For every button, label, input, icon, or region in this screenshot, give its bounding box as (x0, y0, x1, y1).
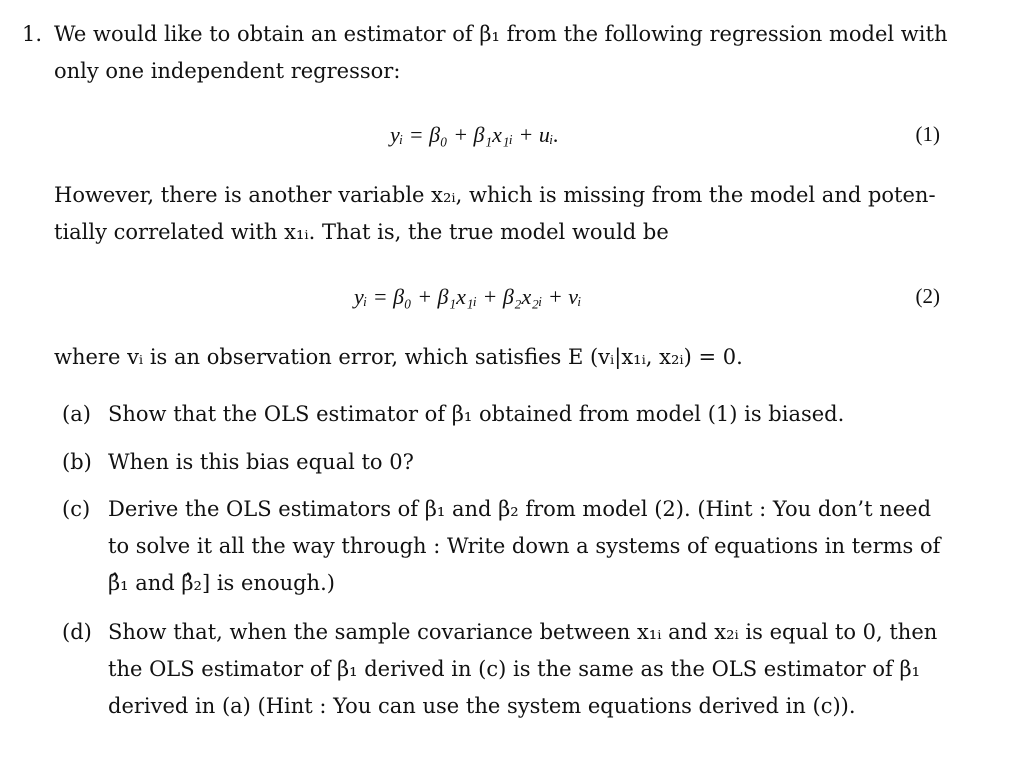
where-line: where vᵢ is an observation error, which satisfies E (vᵢ|x₁ᵢ, x₂ᵢ) = 0. (54, 345, 743, 369)
part-b-line-1: When is this bias equal to 0? (108, 450, 414, 474)
problem-number: 1. (22, 22, 43, 46)
however-line-1: However, there is another variable x₂ᵢ, which is missing from the model and poten- (54, 183, 936, 207)
part-d-line-2: the OLS estimator of β₁ derived in (c) is the same as the OLS estimator of β₁ (108, 657, 921, 681)
part-d-line-3: derived in (a) (Hint : You can use the system equations derived in (c)). (108, 694, 856, 718)
part-a-label: (a) (62, 402, 91, 426)
however-line-2: tially correlated with x₁ᵢ. That is, the true model would be (54, 220, 669, 244)
equation-2: yᵢ = β₀ + β₁x₁ᵢ + β₂x₂ᵢ + vᵢ (354, 284, 582, 309)
part-c-line-3: β̂₁ and β̂₂] is enough.) (108, 571, 335, 595)
equation-2-number: (2) (915, 284, 940, 308)
part-d-label: (d) (62, 620, 92, 644)
intro-line-2: only one independent regressor: (54, 59, 401, 83)
part-c-line-1: Derive the OLS estimators of β₁ and β₂ from model (2). (Hint : You don’t need (108, 497, 932, 521)
equation-1: yᵢ = β₀ + β₁x₁ᵢ + uᵢ. (390, 122, 559, 147)
part-b-label: (b) (62, 450, 92, 474)
part-d-line-1: Show that, when the sample covariance between x₁ᵢ and x₂ᵢ is equal to 0, then (108, 620, 938, 644)
intro-line-1: We would like to obtain an estimator of β₁ from the following regression model with (54, 22, 948, 46)
part-c-line-2: to solve it all the way through : Write down a systems of equations in terms of (108, 534, 941, 558)
equation-1-number: (1) (915, 122, 940, 146)
part-c-label: (c) (62, 497, 91, 521)
part-a-line-1: Show that the OLS estimator of β₁ obtained from model (1) is biased. (108, 402, 845, 426)
